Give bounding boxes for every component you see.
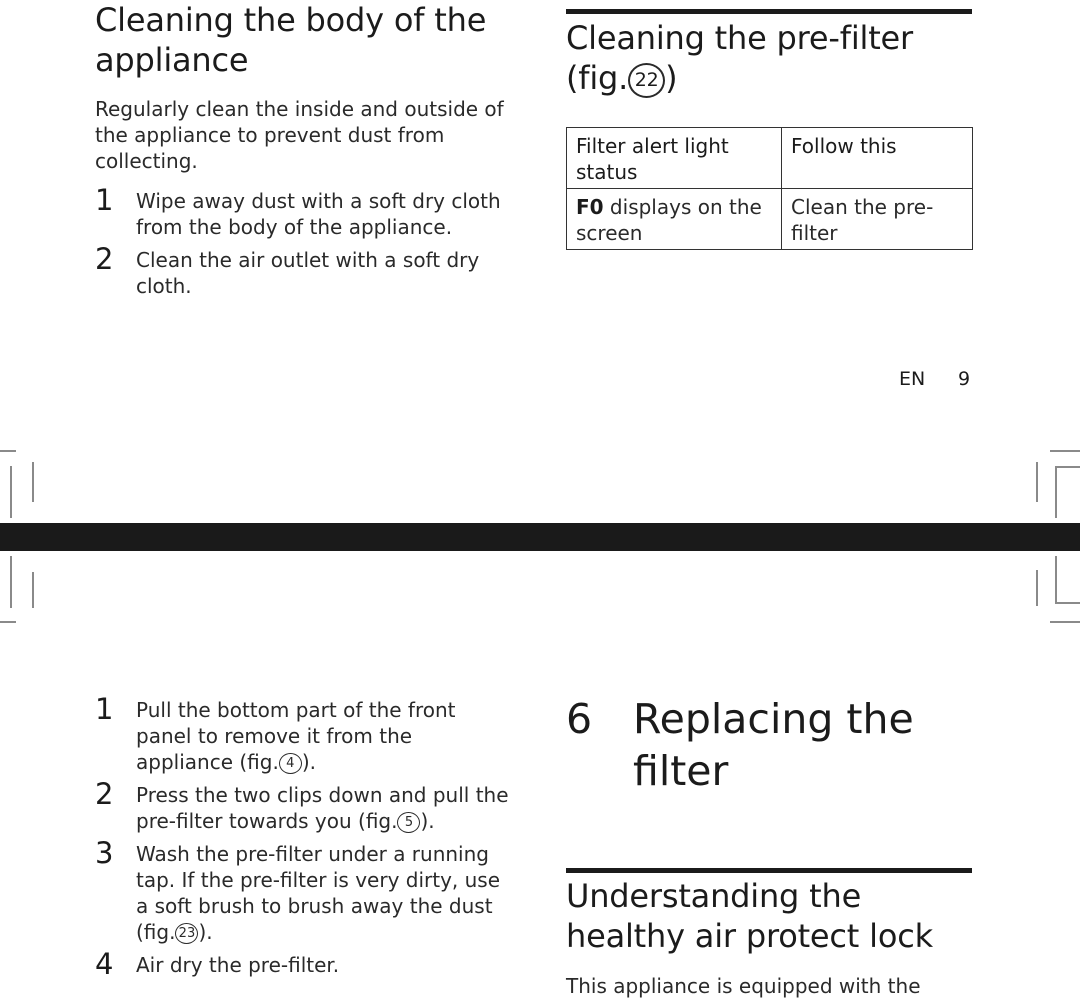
list-item bbox=[95, 947, 515, 981]
section-rule bbox=[566, 868, 972, 873]
list-item bbox=[95, 183, 515, 240]
section-heading-healthy-air-lock: Understanding the healthy air protect lock bbox=[566, 877, 933, 955]
crop-mark bbox=[32, 462, 34, 502]
step-text: Press the two clips down and pull the pre-filter towards you (fig. bbox=[136, 783, 509, 833]
crop-mark bbox=[1036, 570, 1038, 606]
page-separator-band bbox=[0, 523, 1080, 551]
language-code: EN bbox=[899, 368, 926, 390]
table-row bbox=[567, 189, 973, 250]
figure-reference-23: 23 bbox=[175, 923, 198, 944]
chapter-number: 6 bbox=[566, 695, 593, 743]
step-number: 4 bbox=[95, 947, 114, 981]
step-text: Clean the air outlet with a soft dry cloth. bbox=[136, 248, 480, 298]
step-number: 1 bbox=[95, 183, 114, 217]
cleaning-body-intro: Regularly clean the inside and outside of the appliance to prevent dust from collecting. bbox=[95, 97, 504, 173]
crop-mark bbox=[1055, 466, 1057, 518]
error-code: F0 bbox=[576, 195, 604, 219]
heading-text: Cleaning the pre-filter bbox=[566, 19, 913, 57]
section-rule bbox=[566, 9, 972, 14]
chapter-title: Replacing the filter bbox=[633, 695, 914, 795]
crop-mark bbox=[1036, 462, 1038, 502]
step-number: 3 bbox=[95, 836, 114, 870]
step-text-end: ). bbox=[198, 920, 213, 944]
table-header-status: Filter alert light status bbox=[567, 128, 782, 189]
crop-mark bbox=[1055, 602, 1080, 604]
list-item bbox=[95, 777, 515, 834]
figure-reference-22: 22 bbox=[628, 63, 665, 98]
table-cell-action: Clean the pre-filter bbox=[782, 189, 973, 250]
crop-mark bbox=[0, 450, 16, 452]
list-item bbox=[95, 242, 515, 299]
figure-reference-5: 5 bbox=[397, 812, 420, 833]
step-number: 2 bbox=[95, 777, 114, 811]
figure-reference-4: 4 bbox=[279, 753, 302, 774]
step-text: Air dry the pre-filter. bbox=[136, 953, 340, 977]
fig-suffix: ) bbox=[665, 59, 678, 97]
crop-mark bbox=[10, 466, 12, 518]
list-item bbox=[95, 836, 515, 945]
crop-mark bbox=[1050, 450, 1080, 452]
crop-mark bbox=[1050, 621, 1080, 623]
table-cell-status bbox=[567, 189, 782, 250]
step-text: Wipe away dust with a soft dry cloth from the body of the appliance. bbox=[136, 189, 501, 239]
prefilter-steps bbox=[95, 692, 515, 985]
list-item bbox=[95, 692, 515, 775]
status-text: displays on the screen bbox=[576, 195, 762, 245]
table-header-action: Follow this bbox=[782, 128, 973, 189]
step-text-end: ). bbox=[420, 809, 435, 833]
crop-mark bbox=[0, 621, 16, 623]
crop-mark bbox=[1055, 466, 1080, 468]
crop-mark bbox=[10, 556, 12, 608]
crop-mark bbox=[1055, 556, 1057, 602]
page-number: 9 bbox=[958, 368, 971, 390]
cut-off-paragraph: This appliance is equipped with the bbox=[566, 974, 921, 998]
section-heading-cleaning-prefilter bbox=[566, 18, 976, 98]
table-header-row bbox=[567, 128, 973, 189]
filter-alert-table bbox=[566, 127, 973, 250]
step-text: Wash the pre-filter under a running tap. If the pre-filter is very dirty, use a soft brush to brush away the dust (fig. bbox=[136, 842, 501, 944]
step-text: Pull the bottom part of the front panel to remove it from the appliance (fig. bbox=[136, 698, 456, 774]
step-number: 2 bbox=[95, 242, 114, 276]
crop-mark bbox=[32, 572, 34, 608]
cleaning-body-steps bbox=[95, 183, 515, 306]
step-text-end: ). bbox=[301, 750, 316, 774]
section-heading-cleaning-body: Cleaning the body of the appliance bbox=[95, 1, 487, 79]
step-number: 1 bbox=[95, 692, 114, 726]
fig-prefix: (fig. bbox=[566, 59, 629, 97]
